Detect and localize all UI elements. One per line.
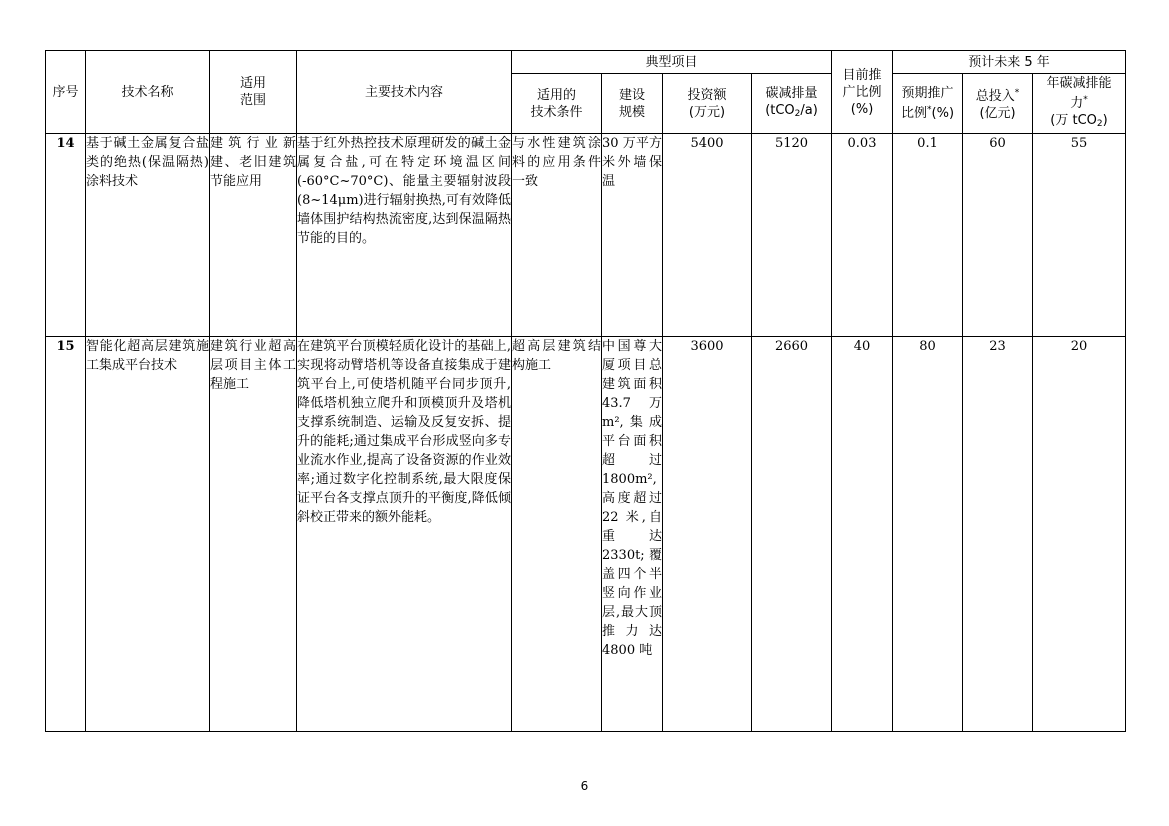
header-scale-line1: 建设 bbox=[618, 87, 645, 103]
annual-line3-post: ) bbox=[1102, 112, 1108, 128]
header-annual-line3 bbox=[1050, 113, 1107, 128]
row-main-content: 在建筑平台顶模轻质化设计的基础上,实现将动臂塔机等设备直接集成于建筑平台上,可使塔机随平台同步顶升,降低塔机独立爬升和顶模顶升及塔机支撑系统制造、运输及反复安拆、提升的能耗;通过集成平台形成竖向多专业流水作业,提高了设备资源的作业效率;通过数字化控制系统,最大限度保证平台各支撑点顶升的平衡度,降低倾斜校正带来的额外能耗。 bbox=[297, 337, 512, 732]
row-current-ratio: 40 bbox=[832, 337, 893, 732]
header-reduction-line1: 碳减排量 bbox=[765, 85, 818, 101]
row-tech-name: 智能化超高层建筑施工集成平台技术 bbox=[86, 337, 210, 732]
row-expected-ratio: 0.1 bbox=[893, 134, 963, 337]
header-tech-name: 技术名称 bbox=[86, 51, 210, 134]
row-reduction: 5120 bbox=[752, 134, 832, 337]
header-total-line2: (亿元) bbox=[979, 106, 1016, 121]
row-annual-reduction: 20 bbox=[1033, 337, 1126, 732]
table-row bbox=[46, 134, 1126, 337]
header-scope-line2: 范围 bbox=[239, 93, 266, 108]
row-scale: 30 万平方米外墙保温 bbox=[602, 134, 663, 337]
header-typical-project: 典型项目 bbox=[512, 51, 832, 74]
row-current-ratio: 0.03 bbox=[832, 134, 893, 337]
header-scope bbox=[210, 51, 297, 134]
row-main-content: 基于红外热控技术原理研发的碱土金属复合盐,可在特定环境温区间(-60°C~70°C)、能量主要辐射波段(8~14μm)进行辐射换热,可有效降低墙体围护结构热流密度,达到保温隔热节能的目的。 bbox=[297, 134, 512, 337]
header-current-line1: 目前推 bbox=[842, 67, 882, 83]
header-investment-line1: 投资额 bbox=[687, 87, 727, 103]
header-annual-reduction bbox=[1033, 74, 1126, 134]
row-conditions: 超高层建筑结构施工 bbox=[512, 337, 602, 732]
header-scale-line2: 规模 bbox=[618, 104, 645, 120]
header-seq: 序号 bbox=[46, 51, 86, 134]
header-expected-line2 bbox=[901, 106, 954, 121]
header-scale bbox=[602, 74, 663, 134]
header-conditions-line2: 技术条件 bbox=[530, 104, 583, 120]
annual-line3-sub: 2 bbox=[1096, 118, 1103, 129]
header-main-content: 主要技术内容 bbox=[297, 51, 512, 134]
header-expected-line1: 预期推广 bbox=[901, 86, 954, 101]
header-total-investment bbox=[963, 74, 1033, 134]
page-number: 6 bbox=[580, 779, 589, 793]
row-annual-reduction: 55 bbox=[1033, 134, 1126, 337]
row-total-investment: 23 bbox=[963, 337, 1033, 732]
header-forecast: 预计未来 5 年 bbox=[893, 51, 1126, 74]
total-line1-text: 总投入 bbox=[975, 89, 1015, 104]
annual-line3-pre: (万 tCO bbox=[1050, 112, 1097, 128]
header-conditions bbox=[512, 74, 602, 134]
header-investment bbox=[663, 74, 752, 134]
row-scope: 建筑行业新建、老旧建筑节能应用 bbox=[210, 134, 297, 337]
row-reduction: 2660 bbox=[752, 337, 832, 732]
row-seq: 14 bbox=[46, 134, 86, 337]
annual-mark: * bbox=[1083, 94, 1088, 105]
expected-mark: * bbox=[927, 105, 932, 115]
row-investment: 5400 bbox=[663, 134, 752, 337]
header-row-1 bbox=[46, 51, 1126, 74]
row-conditions: 与水性建筑涂料的应用条件一致 bbox=[512, 134, 602, 337]
header-current-line2: 广比例 bbox=[842, 84, 882, 100]
reduction-unit-post: /a) bbox=[800, 102, 818, 118]
header-current-ratio bbox=[832, 51, 893, 134]
header-reduction-unit bbox=[765, 103, 818, 118]
header-current-line3: (%) bbox=[850, 101, 874, 117]
reduction-unit-sub: 2 bbox=[794, 108, 801, 119]
header-investment-line2: (万元) bbox=[688, 104, 726, 120]
header-scope-line1: 适用 bbox=[239, 76, 266, 91]
row-tech-name: 基于碱土金属复合盐类的绝热(保温隔热)涂料技术 bbox=[86, 134, 210, 337]
header-annual-line2 bbox=[1070, 96, 1088, 111]
row-scope: 建筑行业超高层项目主体工程施工 bbox=[210, 337, 297, 732]
reduction-unit-pre: (tCO bbox=[765, 102, 795, 118]
expected-line2-post: (%) bbox=[931, 106, 955, 121]
row-expected-ratio: 80 bbox=[893, 337, 963, 732]
row-scale: 中国尊大厦项目总建筑面积 43.7 万 m²,集成平台面积超过 1800m²,高度超过 22 米,自重达 2330t;覆盖四个半竖向作业层,最大顶推力达 4800 吨 bbox=[602, 337, 663, 732]
header-annual-line1: 年碳减排能 bbox=[1046, 75, 1112, 91]
row-total-investment: 60 bbox=[963, 134, 1033, 337]
header-conditions-line1: 适用的 bbox=[536, 87, 576, 103]
header-total-line1 bbox=[976, 89, 1020, 104]
total-mark: * bbox=[1014, 88, 1020, 98]
row-investment: 3600 bbox=[663, 337, 752, 732]
technology-table bbox=[45, 50, 1126, 732]
header-reduction bbox=[752, 74, 832, 134]
header-expected-ratio bbox=[893, 74, 963, 134]
table-row bbox=[46, 337, 1126, 732]
expected-line2-pre: 比例 bbox=[901, 106, 928, 121]
annual-line2-text: 力 bbox=[1070, 95, 1084, 111]
row-seq: 15 bbox=[46, 337, 86, 732]
